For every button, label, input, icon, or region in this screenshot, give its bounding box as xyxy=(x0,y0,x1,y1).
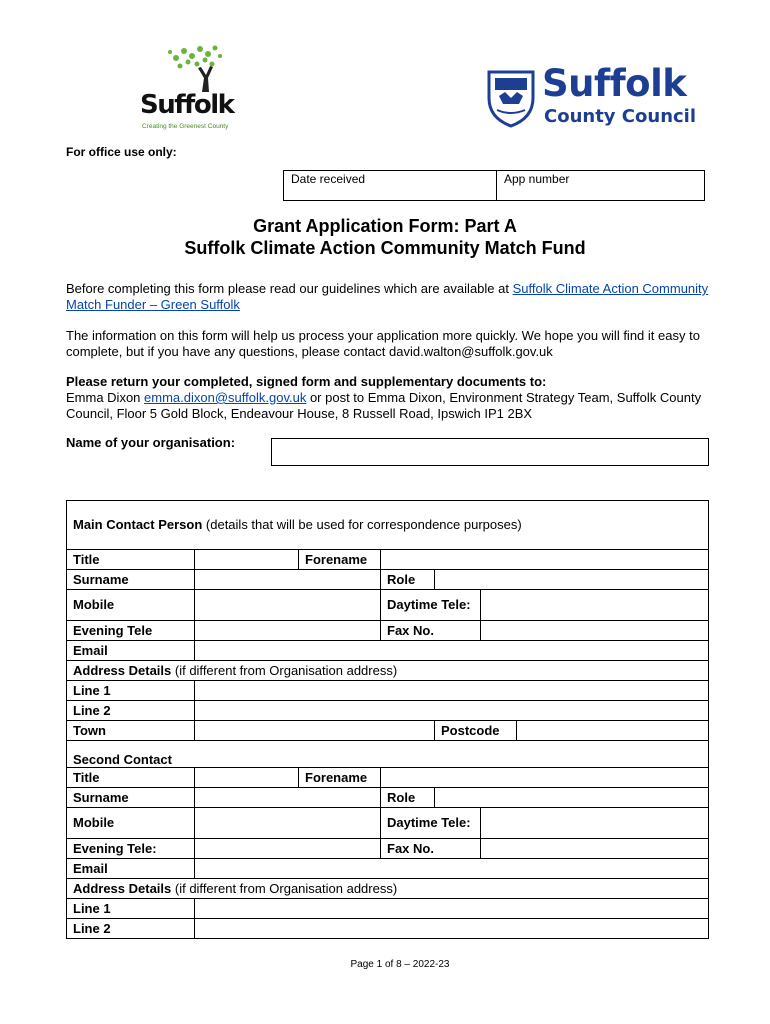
surname-input[interactable] xyxy=(195,570,381,590)
second-mobile-label: Mobile xyxy=(67,808,195,839)
left-logo-tagline: Creating the Greenest County xyxy=(142,123,229,130)
email-input[interactable] xyxy=(195,641,709,661)
second-role-input[interactable] xyxy=(435,788,709,808)
second-title-input[interactable] xyxy=(195,768,299,788)
second-mobile-input[interactable] xyxy=(195,808,381,839)
form-title: Grant Application Form: Part A xyxy=(253,216,517,236)
right-logo-word: Suffolk xyxy=(542,62,687,105)
right-logo-subtitle: County Council xyxy=(544,106,697,127)
fax-input[interactable] xyxy=(481,621,709,641)
left-logo-word: Suffolk xyxy=(140,90,234,120)
fax-label: Fax No. xyxy=(381,621,481,641)
return-heading: Please return your completed, signed form and supplementary documents to: xyxy=(66,374,547,389)
daytime-label: Daytime Tele: xyxy=(381,590,481,621)
second-forename-label: Forename xyxy=(299,768,381,788)
contact-details-table xyxy=(66,500,709,939)
org-name-label: Name of your organisation: xyxy=(66,435,236,450)
main-contact-heading: Main Contact Person (details that will be used for correspondence purposes) xyxy=(67,501,709,550)
office-use-label: For office use only: xyxy=(66,145,177,159)
title-input[interactable] xyxy=(195,550,299,570)
line2-label: Line 2 xyxy=(67,701,195,721)
date-received-label: Date received xyxy=(291,172,366,186)
second-email-label: Email xyxy=(67,859,195,879)
second-email-input[interactable] xyxy=(195,859,709,879)
second-line1-input[interactable] xyxy=(195,899,709,919)
app-number-label: App number xyxy=(504,172,570,186)
line1-label: Line 1 xyxy=(67,681,195,701)
return-section xyxy=(66,374,716,422)
intro-text: Before completing this form please read our guidelines which are available at xyxy=(66,281,513,296)
date-received-cell[interactable] xyxy=(284,171,497,200)
role-label: Role xyxy=(381,570,435,590)
email-label: Email xyxy=(67,641,195,661)
page-footer: Page 1 of 8 – 2022-23 xyxy=(350,959,450,970)
second-daytime-label: Daytime Tele: xyxy=(381,808,481,839)
second-forename-input[interactable] xyxy=(381,768,709,788)
evening-input[interactable] xyxy=(195,621,381,641)
second-contact-heading: Second Contact xyxy=(67,741,709,768)
office-use-box xyxy=(283,170,705,201)
mobile-label: Mobile xyxy=(67,590,195,621)
guidelines-link[interactable]: Suffolk Climate Action Community Match Funder – Green Suffolk xyxy=(66,281,709,312)
form-subtitle: Suffolk Climate Action Community Match Fund xyxy=(184,238,586,258)
tree-hand-icon xyxy=(140,42,240,92)
second-surname-label: Surname xyxy=(67,788,195,808)
postcode-input[interactable] xyxy=(517,721,709,741)
second-fax-input[interactable] xyxy=(481,839,709,859)
return-post: or post to Emma Dixon, Environment Strategy Team, Suffolk County Council, Floor 5 Gold Block, Endeavour House, 8 Russell Road, Ipswich IP1 2BX xyxy=(66,390,702,421)
forename-input[interactable] xyxy=(381,550,709,570)
second-address-heading: Address Details (if different from Organisation address) xyxy=(67,879,709,899)
green-suffolk-logo xyxy=(140,42,240,134)
return-pre: Emma Dixon xyxy=(66,390,145,405)
role-input[interactable] xyxy=(435,570,709,590)
town-label: Town xyxy=(67,721,195,741)
second-daytime-input[interactable] xyxy=(481,808,709,839)
suffolk-county-council-logo xyxy=(485,62,710,132)
surname-label: Surname xyxy=(67,570,195,590)
second-surname-input[interactable] xyxy=(195,788,381,808)
second-line2-label: Line 2 xyxy=(67,919,195,939)
daytime-input[interactable] xyxy=(481,590,709,621)
second-line2-input[interactable] xyxy=(195,919,709,939)
line1-input[interactable] xyxy=(195,681,709,701)
line2-input[interactable] xyxy=(195,701,709,721)
postcode-label: Postcode xyxy=(435,721,517,741)
crest-icon xyxy=(485,68,537,128)
second-evening-label: Evening Tele: xyxy=(67,839,195,859)
second-role-label: Role xyxy=(381,788,435,808)
forename-label: Forename xyxy=(299,550,381,570)
town-input[interactable] xyxy=(195,721,435,741)
second-title-label: Title xyxy=(67,768,195,788)
evening-label: Evening Tele xyxy=(67,621,195,641)
title-label: Title xyxy=(67,550,195,570)
org-name-input[interactable] xyxy=(271,438,709,466)
second-line1-label: Line 1 xyxy=(67,899,195,919)
intro-paragraph xyxy=(66,281,716,313)
second-evening-input[interactable] xyxy=(195,839,381,859)
mobile-input[interactable] xyxy=(195,590,381,621)
email-link[interactable]: emma.dixon@suffolk.gov.uk xyxy=(144,390,307,405)
address-heading: Address Details (if different from Organisation address) xyxy=(67,661,709,681)
second-fax-label: Fax No. xyxy=(381,839,481,859)
info-paragraph: The information on this form will help us process your application more quickly. We hope you will find it easy to complete, but if you have any questions, please contact david.walton@suffolk.gov.uk xyxy=(66,328,700,359)
